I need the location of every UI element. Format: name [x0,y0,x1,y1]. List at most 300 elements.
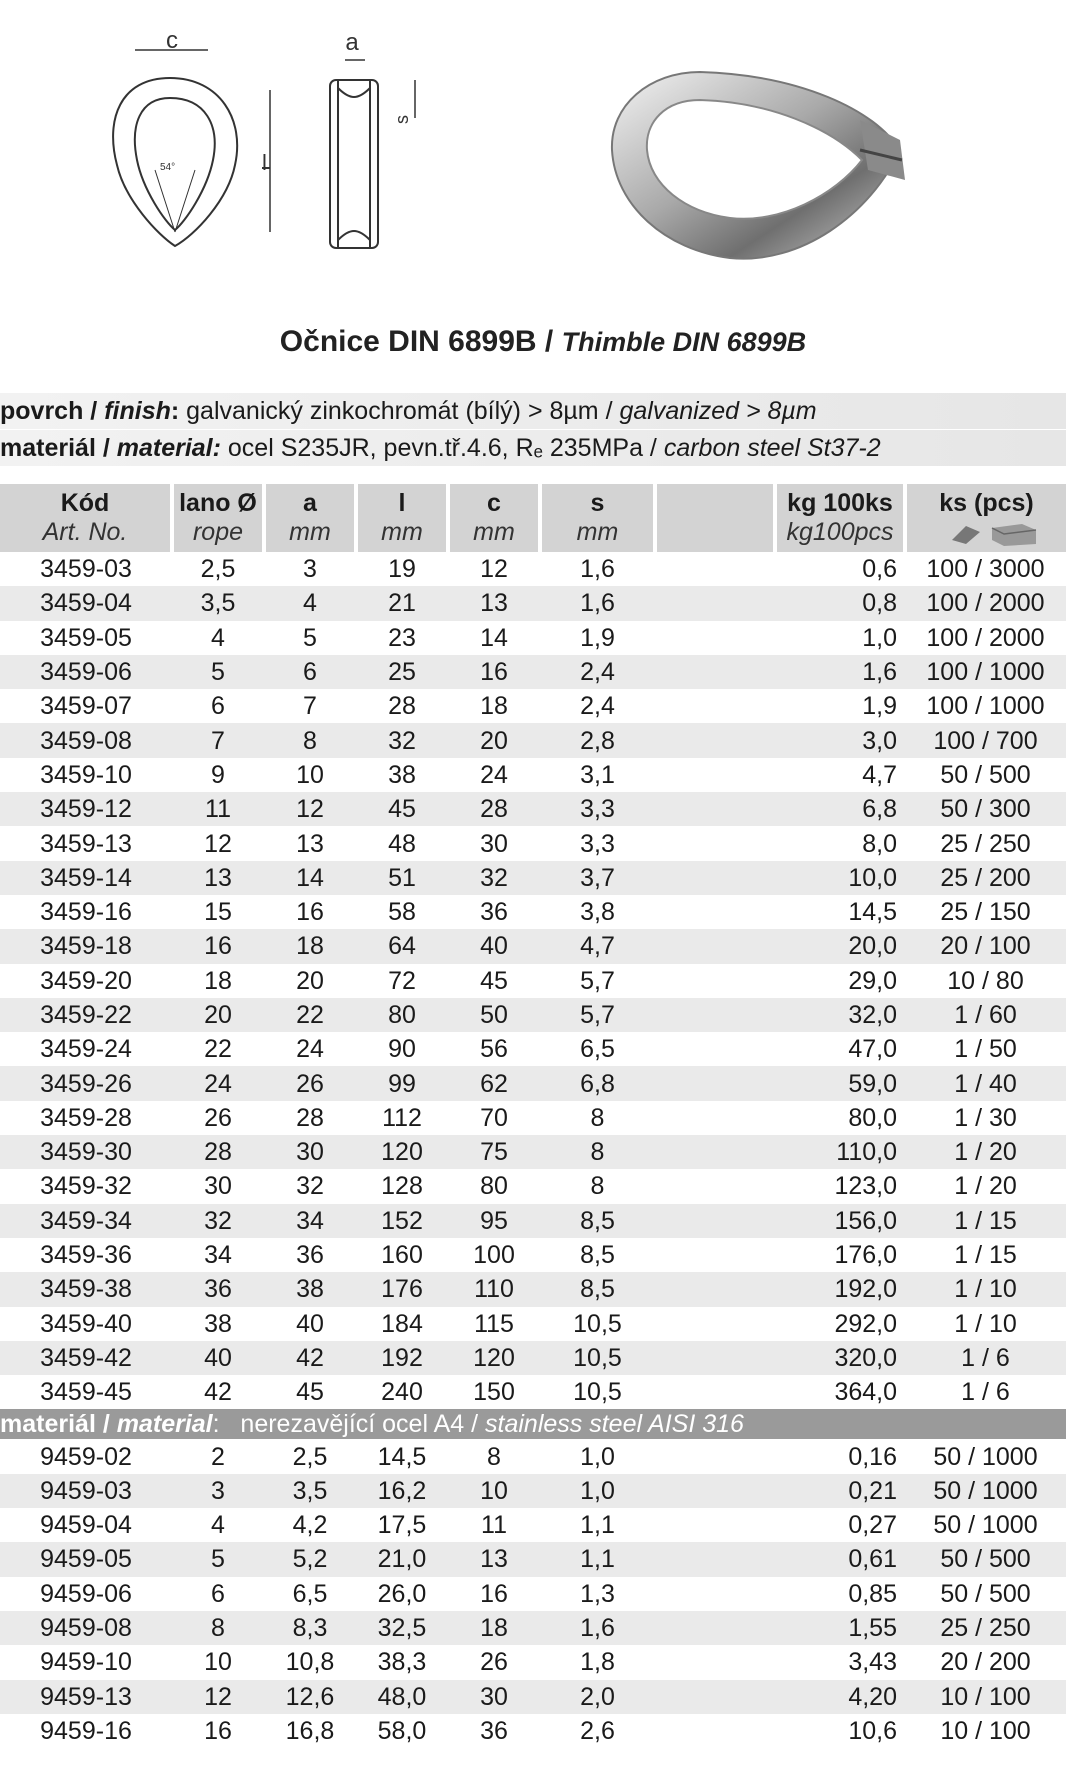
table-cell: 1 / 20 [905,1135,1066,1169]
table-cell: 1 / 50 [954,1035,1017,1064]
table-cell: 3459-45 [40,1378,132,1407]
material2-value-en: stainless steel AISI 316 [485,1410,744,1439]
table-cell: 2,4 [580,692,615,721]
table-cell [655,1101,775,1135]
table-cell: 1,6 [775,655,905,689]
table-cell: 25 / 150 [940,898,1031,927]
table-cell [655,655,775,689]
table-cell: 100 / 1000 [905,655,1066,689]
table-cell: 3459-26 [0,1066,172,1100]
table-cell: 9459-03 [0,1474,172,1508]
table-cell: 20 [448,723,540,757]
table-cell: 42 [264,1341,356,1375]
pcs-header-icons [905,518,1066,552]
table-cell: 100 / 3000 [926,555,1045,584]
table-cell [655,1135,775,1169]
table-row [0,1611,1066,1645]
table-cell: 22 [204,1035,232,1064]
table-cell: 50 / 500 [905,1542,1066,1576]
table-cell: 15 [204,898,232,927]
table-row [0,1439,1066,1473]
table-cell: 30 [480,829,508,858]
subheader-cell [655,518,775,552]
table-cell [655,1066,775,1100]
table-cell: 192,0 [775,1272,905,1306]
table-row [0,929,1066,963]
table-cell: 50 / 1000 [933,1442,1038,1471]
table-row [0,1101,1066,1135]
table-cell: 45 [356,792,448,826]
table-row [0,1714,1066,1748]
header-cell: s [540,484,655,518]
table-cell: 16,8 [285,1716,335,1745]
front-view-drawing [113,50,270,246]
table-cell: 1,6 [540,586,655,620]
table-cell: 3,3 [580,829,615,858]
side-view-drawing [330,60,415,248]
finish-label-cz: povrch [0,397,84,425]
table-cell: 3459-42 [0,1341,172,1375]
box-icon [932,520,1042,546]
dim-s-label: s [392,115,412,124]
table-cell: 25 [356,655,448,689]
material-value-en: carbon steel St37-2 [663,434,881,462]
table-cell: 26 [480,1648,508,1677]
table-cell [655,1032,775,1066]
table-cell: 156,0 [775,1204,905,1238]
table-row [0,758,1066,792]
dim-c-label: c [166,27,178,54]
table-cell: 10,0 [775,861,905,895]
table-cell: 6,8 [775,792,905,826]
table-cell: 9459-04 [40,1511,132,1540]
table-cell: 120 [448,1341,540,1375]
table-row [0,1032,1066,1066]
table-cell: 3459-32 [40,1172,132,1201]
table-cell: 47,0 [848,1035,897,1064]
table-cell: 2,8 [540,723,655,757]
table-cell [655,1577,775,1611]
table-cell: 34 [204,1241,232,1270]
table-cell: 12 [264,792,356,826]
table-cell: 240 [381,1378,423,1407]
table-cell: 34 [264,1204,356,1238]
table-cell: 150 [473,1378,515,1407]
table-cell: 28 [448,792,540,826]
header-cell: ks (pcs) [905,484,1066,518]
table-cell: 6 [211,692,225,721]
table-cell: 36 [296,1241,324,1270]
table-cell: 25 / 250 [905,1611,1066,1645]
table-cell: 5 [172,1542,264,1576]
table-cell: 2,6 [580,1716,615,1745]
table-cell: 45 [480,966,508,995]
table-cell: 6 [264,655,356,689]
table-cell: 17,5 [377,1511,427,1540]
table-cell: 8 [172,1611,264,1645]
table-cell: 40 [296,1309,324,1338]
table-cell: 100 / 2000 [926,623,1045,652]
table-cell: 18 [448,1611,540,1645]
table-cell: 1,1 [540,1542,655,1576]
table-row [0,1645,1066,1679]
table-cell [655,552,775,586]
table-cell: 32,5 [356,1611,448,1645]
table-cell: 58 [388,898,416,927]
header-cell: lano Ø [172,484,264,518]
table-cell: 1 / 15 [905,1204,1066,1238]
table-cell: 32 [356,723,448,757]
table-cell: 8 [590,1103,605,1132]
table-cell: 10,6 [848,1716,897,1745]
table-cell: 100 [473,1241,515,1270]
header-cell [655,484,775,518]
table-cell: 8 [264,723,356,757]
table-row [0,826,1066,860]
table-cell: 3459-18 [0,929,172,963]
table-row [0,1680,1066,1714]
table-cell: 8 [540,1135,655,1169]
thimble-drawings [0,0,1086,290]
table-cell: 26 [204,1103,232,1132]
table-cell: 75 [448,1135,540,1169]
finish-value-en: galvanized > 8µm [619,397,817,425]
table-cell: 70 [480,1103,508,1132]
table-cell: 5 [172,655,264,689]
table-cell: 3,3 [540,792,655,826]
material2-value-cz: nerezavějící ocel A4 [240,1410,465,1439]
table-cell: 0,61 [775,1542,905,1576]
table-cell: 11 [481,1511,507,1540]
table-cell: 8 [487,1442,501,1471]
table-cell: 28 [172,1135,264,1169]
table-cell: 9 [211,760,225,789]
table-cell: 24 [172,1066,264,1100]
table-cell: 1,1 [580,1511,615,1540]
table-cell: 1,3 [580,1579,615,1608]
table-cell: 3 [303,555,317,584]
table-cell: 32 [172,1204,264,1238]
table-cell: 9459-16 [40,1716,132,1745]
table-cell: 10 / 100 [905,1680,1066,1714]
table-row [0,1508,1066,1542]
table-row [0,1066,1066,1100]
table-cell [655,1714,775,1748]
table-row [0,1272,1066,1306]
page-title [0,325,1086,359]
subheader-cell: Art. No. [0,518,172,552]
table-cell: 2,4 [540,655,655,689]
title-separator: / [536,325,562,358]
table-cell: 3459-34 [0,1204,172,1238]
finish-line: povrch / finish: galvanický zinkochromát (bílý) > 8µm / galvanized > 8µm [0,393,1066,429]
table-cell [655,826,775,860]
subheader-cell: mm [356,518,448,552]
table-cell: 32 [448,861,540,895]
table-row [0,1341,1066,1375]
table-cell: 18 [204,966,232,995]
table-cell: 176 [356,1272,448,1306]
table-row [0,1135,1066,1169]
table-cell: 38 [388,760,416,789]
table-row [0,861,1066,895]
table-cell: 12 [204,829,232,858]
table-cell: 6,5 [292,1579,328,1608]
table-cell [655,1645,775,1679]
table-cell [655,964,775,998]
table-cell: 20 / 100 [905,929,1066,963]
table-cell: 38,3 [377,1648,427,1677]
table-cell: 8,5 [540,1272,655,1306]
table-cell: 32,0 [775,998,905,1032]
table-cell: 28 [388,692,416,721]
table-cell: 5 [303,623,317,652]
table-cell [655,1680,775,1714]
table-cell: 10,5 [540,1341,655,1375]
header-row-1 [0,484,1066,518]
section-row-stainless [0,1409,1066,1439]
table-cell: 3459-40 [40,1309,132,1338]
table-cell: 3459-24 [40,1035,132,1064]
table-cell: 3,5 [264,1474,356,1508]
table-cell: 32 [296,1172,324,1201]
table-cell [655,792,775,826]
table-cell: 4 [211,1511,225,1540]
table-cell: 80,0 [848,1103,897,1132]
table-cell: 8,3 [264,1611,356,1645]
table-cell: 11 [172,792,264,826]
table-cell: 3,43 [848,1648,897,1677]
table-cell: 42 [204,1378,232,1407]
table-cell: 23 [388,623,416,652]
table-cell: 8,0 [862,829,897,858]
table-cell: 112 [382,1103,422,1132]
table-cell: 1 / 60 [905,998,1066,1032]
table-cell: 38 [204,1309,232,1338]
table-cell: 3459-08 [0,723,172,757]
table-cell: 58,0 [377,1716,427,1745]
table-cell: 7 [303,692,317,721]
table-cell: 3459-12 [0,792,172,826]
table-cell: 4,2 [292,1511,328,1540]
table-cell [655,621,775,655]
table-cell: 1 / 10 [905,1272,1066,1306]
table-cell: 14 [264,861,356,895]
table-cell: 292,0 [834,1309,897,1338]
table-cell: 0,8 [775,586,905,620]
table-cell: 1,6 [540,1611,655,1645]
table-cell: 10,5 [573,1378,622,1407]
table-cell: 13 [172,861,264,895]
table-row [0,1169,1066,1203]
table-cell: 3459-38 [0,1272,172,1306]
header-cell: kg 100ks [775,484,905,518]
table-cell [655,1508,775,1542]
table-row [0,1238,1066,1272]
table-cell: 95 [448,1204,540,1238]
angle-label: 54° [160,162,176,173]
table-cell: 9459-05 [0,1542,172,1576]
table-cell: 0,16 [848,1442,897,1471]
table-cell: 3,7 [540,861,655,895]
table-cell [655,1169,775,1203]
table-cell: 1 / 40 [905,1066,1066,1100]
header-cell: a [264,484,356,518]
title-cz: Očnice DIN 6899B [279,325,537,358]
table-cell: 59,0 [775,1066,905,1100]
table-cell: 7 [172,723,264,757]
finish-label-en: finish [104,397,171,425]
table-cell: 26,0 [377,1579,427,1608]
table-cell [655,689,775,723]
table-cell: 36 [480,898,508,927]
dim-l-label: l [262,150,267,175]
thimble-photo [612,72,905,259]
material-label-cz: materiál [0,434,96,462]
table-cell: 2,5 [200,555,236,584]
table-cell: 3459-30 [0,1135,172,1169]
table-row [0,586,1066,620]
table-cell [655,1542,775,1576]
table-cell: 0,85 [848,1579,897,1608]
table-row [0,1474,1066,1508]
table-cell [655,1375,775,1409]
table-cell: 1,9 [580,623,615,652]
table-cell: 6,8 [540,1066,655,1100]
table-cell: 4,7 [540,929,655,963]
product-figures [0,0,1086,290]
table-cell: 30 [264,1135,356,1169]
table-cell: 3459-36 [40,1241,132,1270]
subheader-cell: mm [540,518,655,552]
table-cell: 20 / 200 [940,1648,1031,1677]
table-cell [655,998,775,1032]
subheader-cell: mm [448,518,540,552]
table-cell: 110 [448,1272,540,1306]
table-cell: 29,0 [848,966,897,995]
table-cell: 20 [172,998,264,1032]
table-cell: 48,0 [356,1680,448,1714]
table-cell [655,1439,775,1473]
table-cell: 3459-06 [0,655,172,689]
table-cell: 4 [211,623,225,652]
section-label: materiál / material: nerezavějící ocel A4 / stainless steel AISI 316 [0,1409,1066,1439]
material-line: materiál / material: ocel S235JR, pevn.tř.4.6, Rₑ 235MPa / carbon steel St37-2 [0,430,1066,466]
table-cell: 3,1 [580,760,615,789]
table-cell: 364,0 [834,1378,897,1407]
table-cell: 1 / 6 [961,1378,1010,1407]
section-divider [0,1409,1066,1439]
table-cell [655,1474,775,1508]
table-cell: 6,5 [580,1035,615,1064]
table-cell: 16,2 [356,1474,448,1508]
table-cell: 30 [448,1680,540,1714]
table-cell: 3,0 [775,723,905,757]
table-cell: 3 [172,1474,264,1508]
table-cell [655,895,775,929]
table-cell: 16 [448,655,540,689]
table-cell: 160 [381,1241,423,1270]
table-cell: 13 [448,586,540,620]
table-cell: 1,0 [540,1474,655,1508]
table-cell: 3459-14 [0,861,172,895]
table-cell: 100 / 700 [905,723,1066,757]
table-cell: 24 [480,760,508,789]
table-cell: 152 [356,1204,448,1238]
table-cell: 56 [480,1035,508,1064]
header-row-2 [0,518,1066,552]
subheader-cell: kg100pcs [775,518,905,552]
table-cell: 1,6 [580,555,615,584]
table-cell: 1 / 15 [954,1241,1017,1270]
table-body-stainless [0,1439,1066,1748]
table-cell: 3,5 [172,586,264,620]
table-cell: 50 / 500 [940,760,1031,789]
table-cell: 100 / 2000 [905,586,1066,620]
table-cell: 50 / 1000 [905,1474,1066,1508]
table-cell [655,1611,775,1645]
table-cell: 30 [204,1172,232,1201]
table-cell: 36 [172,1272,264,1306]
table-cell: 3459-10 [40,760,132,789]
table-cell: 62 [448,1066,540,1100]
table-cell: 40 [448,929,540,963]
table-row [0,998,1066,1032]
table-cell: 8,5 [540,1204,655,1238]
table-cell: 3459-16 [40,898,132,927]
table-cell: 14,5 [848,898,897,927]
table-row [0,1577,1066,1611]
table-cell: 0,21 [775,1474,905,1508]
table-cell: 1,0 [580,1442,615,1471]
table-cell: 9459-13 [0,1680,172,1714]
subheader-cell: rope [172,518,264,552]
table-cell: 10 [296,760,324,789]
table-cell: 16 [296,898,324,927]
table-cell: 6 [211,1579,225,1608]
table-cell: 22 [264,998,356,1032]
table-cell: 128 [381,1172,423,1201]
table-cell: 50 / 300 [905,792,1066,826]
table-row [0,964,1066,998]
table-cell: 12 [480,555,508,584]
table-cell: 14,5 [377,1442,427,1471]
table-cell: 24 [296,1035,324,1064]
table-cell: 2,0 [540,1680,655,1714]
table-cell: 320,0 [775,1341,905,1375]
table-cell: 25 / 250 [940,829,1031,858]
table-cell: 8 [590,1172,605,1201]
table-cell: 12 [172,1680,264,1714]
table-cell: 50 / 500 [940,1579,1031,1608]
table-cell: 2,5 [292,1442,328,1471]
table-cell: 3459-28 [40,1103,132,1132]
thimble-table [0,484,1066,1748]
table-cell: 40 [172,1341,264,1375]
table-cell: 120 [356,1135,448,1169]
table-cell [655,1341,775,1375]
table-cell: 4 [264,586,356,620]
table-cell: 4,7 [862,760,897,789]
table-cell: 115 [474,1309,514,1338]
dim-a-label: a [345,29,359,56]
table-cell: 9459-06 [40,1579,132,1608]
table-row [0,1375,1066,1409]
table-cell: 9459-02 [40,1442,132,1471]
table-cell: 184 [381,1309,423,1338]
table-cell: 2 [211,1442,225,1471]
table-cell: 16 [204,1716,232,1745]
